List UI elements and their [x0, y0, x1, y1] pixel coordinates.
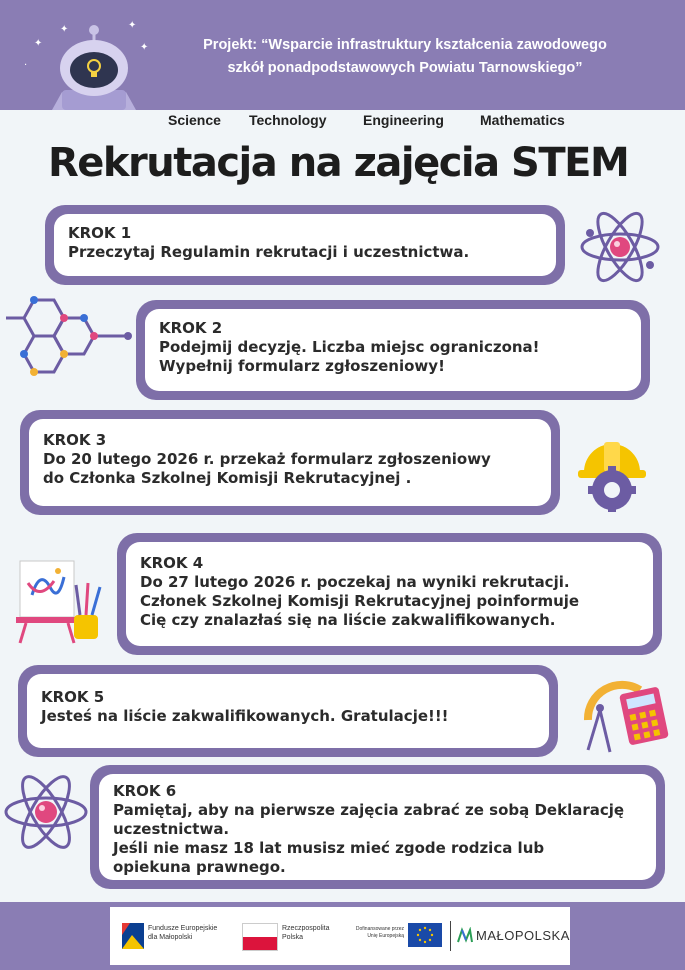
- european-funds-line1: Fundusze Europejskie: [148, 925, 218, 932]
- step-text: opiekuna prawnego.: [113, 858, 286, 876]
- polish-republic-line2: Polska: [282, 934, 304, 941]
- eu-cofunding-line1: Dofinansowane przez: [355, 926, 404, 932]
- star-icon: ·: [24, 60, 28, 71]
- molecule-icon: [4, 290, 136, 390]
- eu-flag-icon: [408, 923, 442, 947]
- stem-word-technology: Technology: [249, 112, 327, 128]
- project-title-line2: szkół ponadpodstawowych Powiatu Tarnowskiego”: [227, 60, 583, 76]
- star-icon: ✦: [60, 24, 69, 35]
- polish-flag-icon: [242, 923, 278, 951]
- step-text: Do 27 lutego 2026 r. poczekaj na wyniki rekrutacji.: [140, 573, 570, 591]
- star-icon: ✦: [140, 42, 149, 53]
- paint-easel-icon: [10, 555, 106, 645]
- funding-logos-bar: [110, 907, 570, 965]
- step-card-6: [90, 765, 665, 889]
- step-label: KROK 3: [43, 431, 107, 449]
- stem-word-engineering: Engineering: [363, 112, 444, 128]
- step-text: Przeczytaj Regulamin rekrutacji i uczestnictwa.: [68, 243, 470, 261]
- project-title: [150, 34, 660, 80]
- polish-republic-line1: Rzeczpospolita: [282, 925, 330, 932]
- step-text: Jesteś na liście zakwalifikowanych. Gratulacje!!!: [41, 707, 449, 725]
- step-text: do Członka Szkolnej Komisji Rekrutacyjnej .: [43, 469, 412, 487]
- robot-icon: [48, 20, 140, 110]
- step-card-5: [18, 665, 558, 757]
- star-icon: ✦: [34, 38, 43, 49]
- step-text: Podejmij decyzję. Liczba miejsc ograniczona!: [159, 338, 540, 356]
- step-label: KROK 6: [113, 782, 177, 800]
- eu-cofunding-line2: Unię Europejską: [367, 933, 404, 939]
- step-label: KROK 2: [159, 319, 223, 337]
- step-text: Pamiętaj, aby na pierwsze zajęcia zabrać ze sobą Deklarację: [113, 801, 625, 819]
- step-label: KROK 4: [140, 554, 204, 572]
- step-text: Jeśli nie masz 18 lat musisz mieć zgode rodzica lub: [113, 839, 545, 857]
- star-icon: ✦: [128, 20, 137, 31]
- step-text: Wypełnij formularz zgłoszeniowy!: [159, 357, 445, 375]
- atom-icon: [2, 768, 90, 856]
- eu-cofunding-text: [344, 926, 404, 940]
- step-card-1: [45, 205, 565, 285]
- step-text: uczestnictwa.: [113, 820, 230, 838]
- stem-words: [0, 110, 685, 132]
- step-card-2: [136, 300, 650, 400]
- stem-word-science: Science: [168, 112, 221, 128]
- page-title: Rekrutacja na zajęcia STEM: [48, 140, 629, 186]
- atom-icon: [578, 205, 662, 289]
- step-text: Członek Szkolnej Komisji Rekrutacyjnej poinformuje: [140, 592, 580, 610]
- logo-divider: [450, 921, 451, 951]
- european-funds-text: [148, 924, 217, 942]
- european-funds-logo-icon: [122, 923, 144, 949]
- hardhat-gear-icon: [570, 428, 654, 512]
- malopolska-logo-icon: [457, 927, 473, 943]
- polish-republic-text: [282, 924, 329, 942]
- step-text: Do 20 lutego 2026 r. przekaż formularz zgłoszeniowy: [43, 450, 491, 468]
- european-funds-line2: dla Małopolski: [148, 934, 193, 941]
- step-label: KROK 1: [68, 224, 132, 242]
- step-card-3: [20, 410, 560, 515]
- step-text: Cię czy znalazłaś się na liście zakwalifikowanych.: [140, 611, 556, 629]
- project-title-line1: Projekt: “Wsparcie infrastruktury kształcenia zawodowego: [203, 37, 607, 53]
- step-card-4: [117, 533, 662, 655]
- step-label: KROK 5: [41, 688, 105, 706]
- calculator-ruler-icon: [580, 670, 670, 760]
- malopolska-text: MAŁOPOLSKA: [476, 928, 570, 943]
- stem-word-mathematics: Mathematics: [480, 112, 565, 128]
